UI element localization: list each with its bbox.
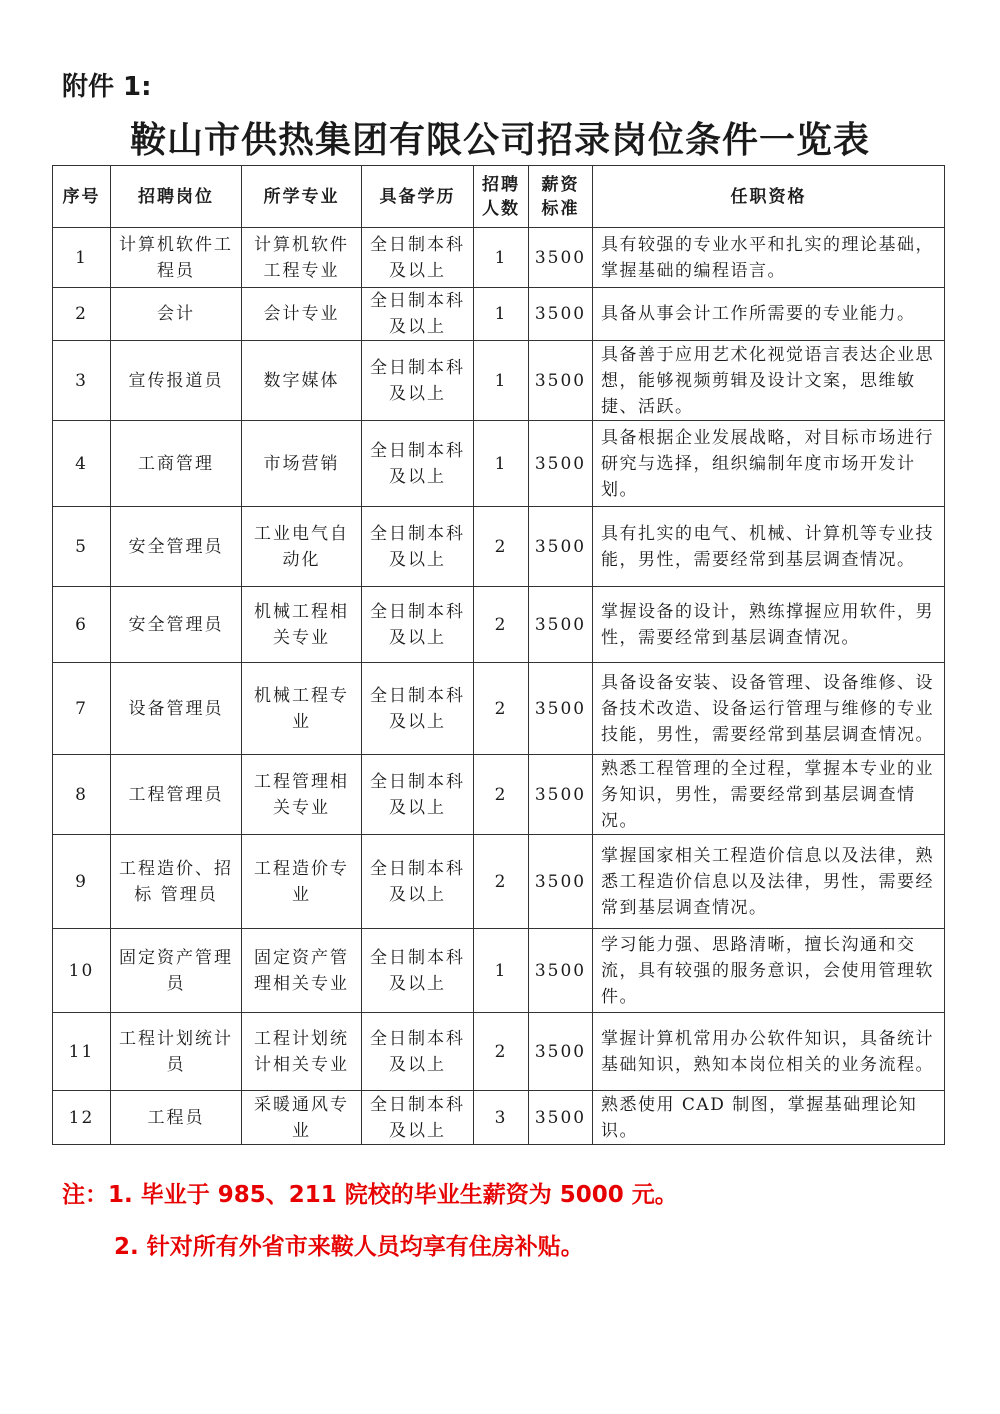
cell-position: 安全管理员: [111, 587, 242, 663]
header-requirements: 任职资格: [593, 166, 945, 228]
cell-count: 2: [474, 835, 529, 929]
cell-count: 2: [474, 507, 529, 587]
cell-major: 机械工程相关专业: [242, 587, 362, 663]
cell-position: 工商管理: [111, 421, 242, 507]
cell-index: 2: [53, 288, 111, 341]
cell-salary: 3500: [529, 507, 593, 587]
cell-requirements: 掌握计算机常用办公软件知识，具备统计基础知识，熟知本岗位相关的业务流程。: [593, 1013, 945, 1091]
cell-education: 全日制本科及以上: [362, 228, 474, 288]
cell-index: 4: [53, 421, 111, 507]
cell-salary: 3500: [529, 1013, 593, 1091]
cell-count: 1: [474, 421, 529, 507]
note-2: 2. 针对所有外省市来鞍人员均享有住房补贴。: [114, 1234, 584, 1260]
cell-index: 9: [53, 835, 111, 929]
cell-count: 2: [474, 1013, 529, 1091]
cell-major: 会计专业: [242, 288, 362, 341]
cell-salary: 3500: [529, 421, 593, 507]
cell-requirements: 具备从事会计工作所需要的专业能力。: [593, 288, 945, 341]
attachment-label: 附件 1:: [62, 72, 152, 102]
cell-position: 设备管理员: [111, 663, 242, 755]
header-position: 招聘岗位: [111, 166, 242, 228]
cell-major: 固定资产管理相关专业: [242, 929, 362, 1013]
cell-major: 采暖通风专业: [242, 1091, 362, 1145]
cell-index: 12: [53, 1091, 111, 1145]
header-education: 具备学历: [362, 166, 474, 228]
table-row: [53, 421, 945, 507]
cell-requirements: 学习能力强、思路清晰，擅长沟通和交流，具有较强的服务意识，会使用管理软件。: [593, 929, 945, 1013]
header-index: 序号: [53, 166, 111, 228]
cell-salary: 3500: [529, 1091, 593, 1145]
cell-count: 1: [474, 341, 529, 421]
table-row: [53, 663, 945, 755]
cell-requirements: 掌握设备的设计，熟练撑握应用软件，男性，需要经常到基层调查情况。: [593, 587, 945, 663]
cell-position: 计算机软件工程员: [111, 228, 242, 288]
cell-requirements: 具有扎实的电气、机械、计算机等专业技能，男性，需要经常到基层调查情况。: [593, 507, 945, 587]
cell-requirements: 具备善于应用艺术化视觉语言表达企业思想，能够视频剪辑及设计文案，思维敏捷、活跃。: [593, 341, 945, 421]
cell-index: 11: [53, 1013, 111, 1091]
cell-count: 2: [474, 587, 529, 663]
cell-salary: 3500: [529, 341, 593, 421]
cell-education: 全日制本科及以上: [362, 755, 474, 835]
table-row: [53, 288, 945, 341]
cell-index: 3: [53, 341, 111, 421]
cell-position: 工程计划统计员: [111, 1013, 242, 1091]
cell-position: 宣传报道员: [111, 341, 242, 421]
cell-salary: 3500: [529, 228, 593, 288]
cell-education: 全日制本科及以上: [362, 288, 474, 341]
note-1: 注：1. 毕业于 985、211 院校的毕业生薪资为 5000 元。: [62, 1182, 678, 1208]
cell-salary: 3500: [529, 929, 593, 1013]
cell-education: 全日制本科及以上: [362, 929, 474, 1013]
cell-education: 全日制本科及以上: [362, 587, 474, 663]
cell-salary: 3500: [529, 587, 593, 663]
cell-major: 工业电气自动化: [242, 507, 362, 587]
recruitment-table: [52, 165, 945, 1145]
cell-position: 固定资产管理员: [111, 929, 242, 1013]
cell-count: 1: [474, 929, 529, 1013]
cell-position: 工程员: [111, 1091, 242, 1145]
cell-major: 计算机软件工程专业: [242, 228, 362, 288]
cell-requirements: 掌握国家相关工程造价信息以及法律，熟悉工程造价信息以及法律，男性，需要经常到基层调查情况。: [593, 835, 945, 929]
table-row: [53, 228, 945, 288]
table-row: [53, 587, 945, 663]
page-title: 鞍山市供热集团有限公司招录岗位条件一览表: [129, 120, 870, 161]
table-row: [53, 755, 945, 835]
cell-index: 6: [53, 587, 111, 663]
table-row: [53, 1091, 945, 1145]
cell-count: 1: [474, 288, 529, 341]
cell-index: 10: [53, 929, 111, 1013]
cell-position: 工程造价、招标 管理员: [111, 835, 242, 929]
cell-position: 会计: [111, 288, 242, 341]
cell-major: 市场营销: [242, 421, 362, 507]
cell-count: 2: [474, 663, 529, 755]
header-salary: 薪资 标准: [529, 166, 593, 228]
cell-major: 数字媒体: [242, 341, 362, 421]
cell-position: 安全管理员: [111, 507, 242, 587]
table-row: [53, 835, 945, 929]
table-row: [53, 1013, 945, 1091]
cell-requirements: 具有较强的专业水平和扎实的理论基础，掌握基础的编程语言。: [593, 228, 945, 288]
cell-salary: 3500: [529, 663, 593, 755]
cell-index: 8: [53, 755, 111, 835]
table-row: [53, 507, 945, 587]
cell-major: 工程管理相关专业: [242, 755, 362, 835]
table-body: [53, 228, 945, 1145]
cell-education: 全日制本科及以上: [362, 421, 474, 507]
cell-index: 5: [53, 507, 111, 587]
cell-education: 全日制本科及以上: [362, 1091, 474, 1145]
cell-position: 工程管理员: [111, 755, 242, 835]
cell-salary: 3500: [529, 755, 593, 835]
cell-major: 机械工程专业: [242, 663, 362, 755]
cell-education: 全日制本科及以上: [362, 835, 474, 929]
cell-index: 7: [53, 663, 111, 755]
header-major: 所学专业: [242, 166, 362, 228]
cell-requirements: 具备根据企业发展战略，对目标市场进行研究与选择，组织编制年度市场开发计划。: [593, 421, 945, 507]
table-row: [53, 341, 945, 421]
cell-salary: 3500: [529, 835, 593, 929]
cell-education: 全日制本科及以上: [362, 1013, 474, 1091]
header-count: 招聘 人数: [474, 166, 529, 228]
cell-index: 1: [53, 228, 111, 288]
cell-count: 3: [474, 1091, 529, 1145]
table-row: [53, 929, 945, 1013]
cell-requirements: 熟悉工程管理的全过程，掌握本专业的业务知识，男性，需要经常到基层调查情况。: [593, 755, 945, 835]
cell-education: 全日制本科及以上: [362, 341, 474, 421]
cell-count: 2: [474, 755, 529, 835]
cell-requirements: 熟悉使用 CAD 制图，掌握基础理论知识。: [593, 1091, 945, 1145]
cell-education: 全日制本科及以上: [362, 507, 474, 587]
cell-salary: 3500: [529, 288, 593, 341]
cell-count: 1: [474, 228, 529, 288]
cell-requirements: 具备设备安装、设备管理、设备维修、设备技术改造、设备运行管理与维修的专业技能，男性，需要经常到基层调查情况。: [593, 663, 945, 755]
cell-education: 全日制本科及以上: [362, 663, 474, 755]
cell-major: 工程计划统计相关专业: [242, 1013, 362, 1091]
table-header-row: [53, 166, 945, 228]
cell-major: 工程造价专业: [242, 835, 362, 929]
